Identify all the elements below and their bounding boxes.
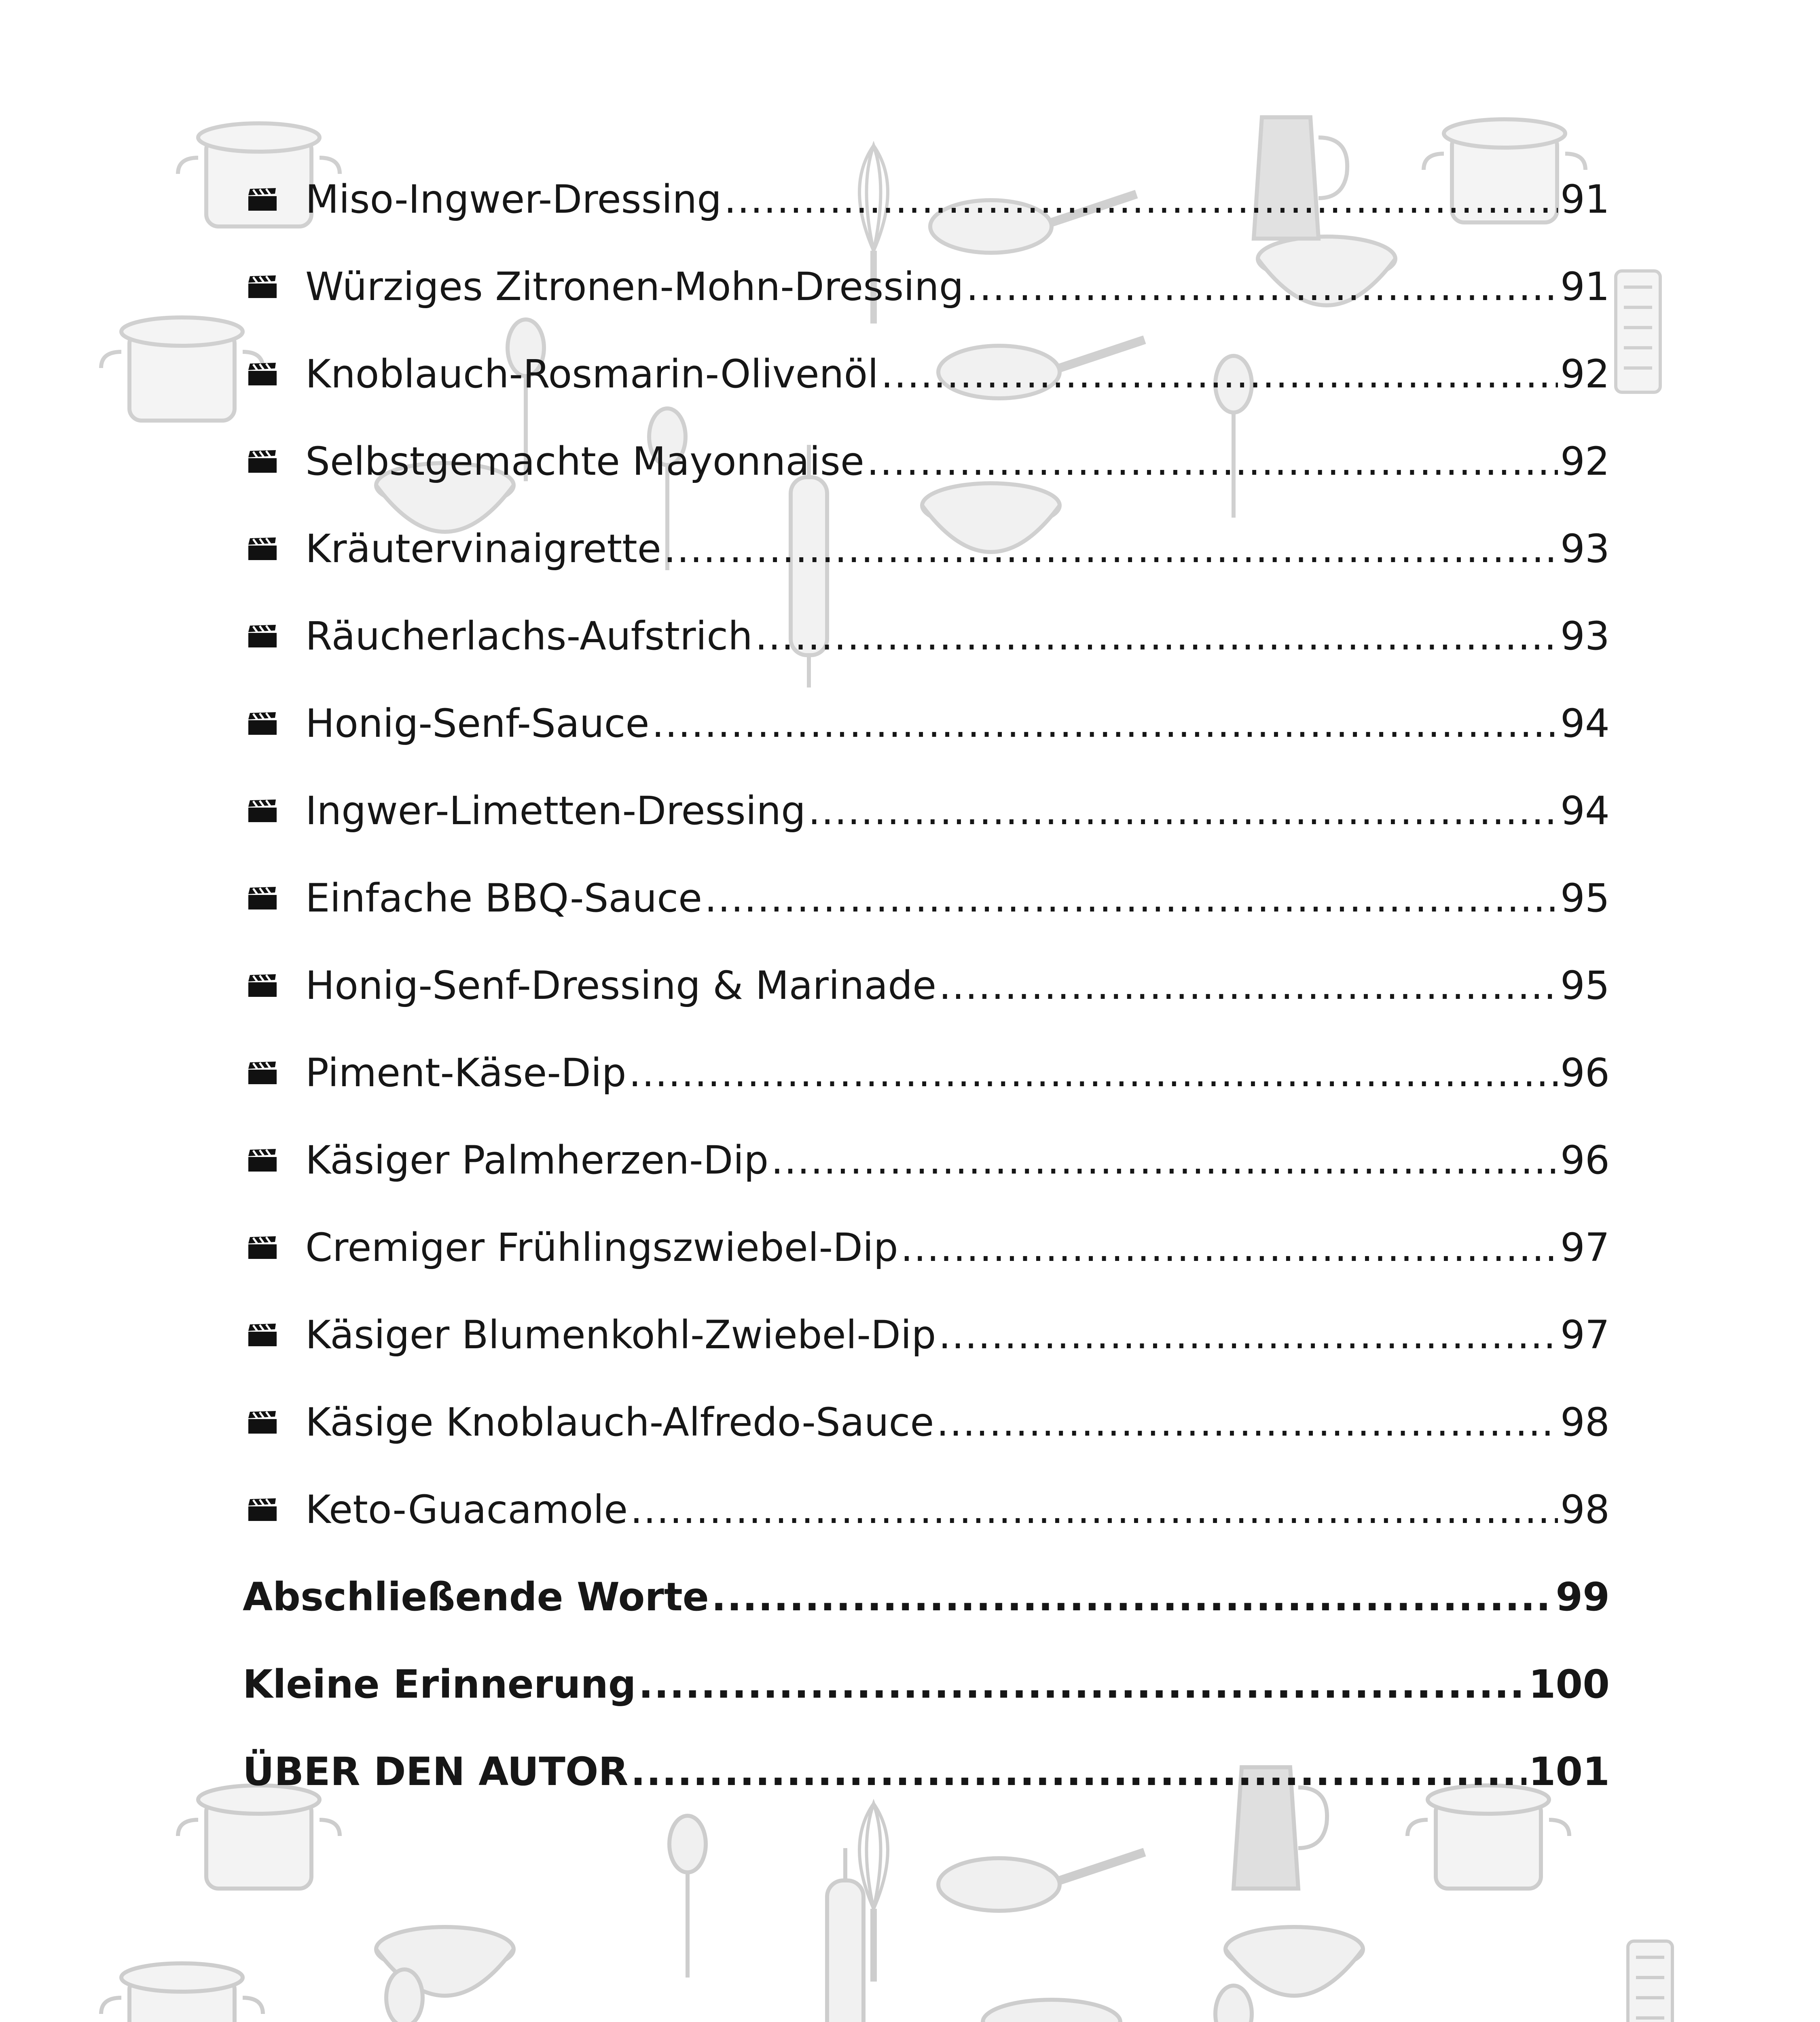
toc-entry-title: Käsiger Blumenkohl-Zwiebel-Dip	[305, 1312, 936, 1358]
dot-leader	[724, 156, 1558, 243]
dot-leader	[639, 1641, 1526, 1728]
toc-entry-page: 94	[1560, 701, 1610, 746]
toc-entry-title: Honig-Senf-Sauce	[305, 701, 650, 746]
dot-leader	[938, 1291, 1558, 1379]
dot-leader	[881, 330, 1558, 418]
toc-entry-page: 97	[1560, 1312, 1610, 1358]
toc-entry-page: 96	[1560, 1050, 1610, 1096]
clapperboard-icon	[248, 1235, 277, 1260]
toc-entry[interactable]	[243, 854, 1610, 942]
dot-leader	[771, 1117, 1558, 1204]
clapperboard-icon	[248, 449, 277, 474]
toc-section[interactable]	[243, 1553, 1610, 1641]
toc-section[interactable]	[243, 1641, 1610, 1728]
dot-leader	[630, 1466, 1558, 1553]
dot-leader	[705, 854, 1558, 942]
dot-leader	[936, 1379, 1558, 1466]
dot-leader	[808, 767, 1558, 854]
toc-entry-page: 96	[1560, 1138, 1610, 1183]
toc-entry-page: 94	[1560, 788, 1610, 833]
toc-section-page: 101	[1528, 1749, 1610, 1794]
toc-entry[interactable]	[243, 680, 1610, 767]
dot-leader	[652, 680, 1558, 767]
toc-entry-page: 98	[1560, 1400, 1610, 1445]
toc-entry-page: 93	[1560, 526, 1610, 571]
toc-entry-title: Käsiger Palmherzen-Dip	[305, 1138, 769, 1183]
toc-entry[interactable]	[243, 1029, 1610, 1117]
clapperboard-icon	[248, 1497, 277, 1522]
toc-section-page: 100	[1528, 1662, 1610, 1707]
toc-entry[interactable]	[243, 1466, 1610, 1553]
toc-entry-title: Ingwer-Limetten-Dressing	[305, 788, 806, 833]
toc-entry-title: Räucherlachs-Aufstrich	[305, 613, 753, 659]
toc-entry-page: 95	[1560, 876, 1610, 921]
toc-entry-page: 95	[1560, 963, 1610, 1008]
toc-section[interactable]	[243, 1728, 1610, 1815]
toc-entry-title: Knoblauch-Rosmarin-Olivenöl	[305, 351, 878, 397]
clapperboard-icon	[248, 973, 277, 998]
clapperboard-icon	[248, 711, 277, 736]
clapperboard-icon	[248, 1061, 277, 1085]
clapperboard-icon	[248, 275, 277, 299]
dot-leader	[629, 1029, 1558, 1117]
clapperboard-icon	[248, 537, 277, 561]
toc-entry[interactable]	[243, 1204, 1610, 1291]
toc-entry-page: 92	[1560, 351, 1610, 397]
dot-leader	[631, 1728, 1526, 1815]
toc-entry-title: Selbstgemachte Mayonnaise	[305, 439, 864, 484]
clapperboard-icon	[248, 1148, 277, 1172]
toc-entry-title: Käsige Knoblauch-Alfredo-Sauce	[305, 1400, 934, 1445]
clapperboard-icon	[248, 187, 277, 212]
toc-entry[interactable]	[243, 156, 1610, 243]
toc-entry[interactable]	[243, 505, 1610, 592]
toc-entry[interactable]	[243, 1291, 1610, 1379]
clapperboard-icon	[248, 1323, 277, 1347]
dot-leader	[867, 418, 1558, 505]
clapperboard-icon	[248, 624, 277, 648]
toc-section-title: Kleine Erinnerung	[243, 1662, 636, 1707]
toc-entry-title: Piment-Käse-Dip	[305, 1050, 626, 1096]
toc-entry[interactable]	[243, 243, 1610, 330]
dot-leader	[901, 1204, 1558, 1291]
toc-entry-title: Würziges Zitronen-Mohn-Dressing	[305, 264, 964, 309]
toc-entry-title: Miso-Ingwer-Dressing	[305, 177, 722, 222]
toc-entry-page: 93	[1560, 613, 1610, 659]
clapperboard-icon	[248, 362, 277, 386]
clapperboard-icon	[248, 799, 277, 823]
toc-section-page: 99	[1555, 1574, 1610, 1620]
toc-entry[interactable]	[243, 330, 1610, 418]
toc-entry[interactable]	[243, 418, 1610, 505]
toc-entry[interactable]	[243, 1379, 1610, 1466]
toc-entry[interactable]	[243, 592, 1610, 680]
toc-entry-title: Honig-Senf-Dressing & Marinade	[305, 963, 937, 1008]
toc-entry-page: 97	[1560, 1225, 1610, 1270]
dot-leader	[939, 942, 1558, 1029]
toc-entry[interactable]	[243, 942, 1610, 1029]
toc-entry-title: Cremiger Frühlingszwiebel-Dip	[305, 1225, 898, 1270]
toc-entry-title: Einfache BBQ-Sauce	[305, 876, 703, 921]
dot-leader	[664, 505, 1558, 592]
table-of-contents	[243, 156, 1610, 1815]
clapperboard-icon	[248, 886, 277, 910]
toc-section-title: Abschließende Worte	[243, 1574, 709, 1620]
toc-entry[interactable]	[243, 767, 1610, 854]
toc-entry-page: 98	[1560, 1487, 1610, 1532]
toc-entry-title: Keto-Guacamole	[305, 1487, 628, 1532]
dot-leader	[966, 243, 1558, 330]
toc-entry-page: 91	[1560, 177, 1610, 222]
dot-leader	[755, 592, 1558, 680]
clapperboard-icon	[248, 1410, 277, 1434]
toc-section-title: ÜBER DEN AUTOR	[243, 1749, 629, 1794]
toc-entry-title: Kräutervinaigrette	[305, 526, 661, 571]
toc-entry[interactable]	[243, 1117, 1610, 1204]
toc-entry-page: 92	[1560, 439, 1610, 484]
dot-leader	[711, 1553, 1553, 1641]
toc-entry-page: 91	[1560, 264, 1610, 309]
